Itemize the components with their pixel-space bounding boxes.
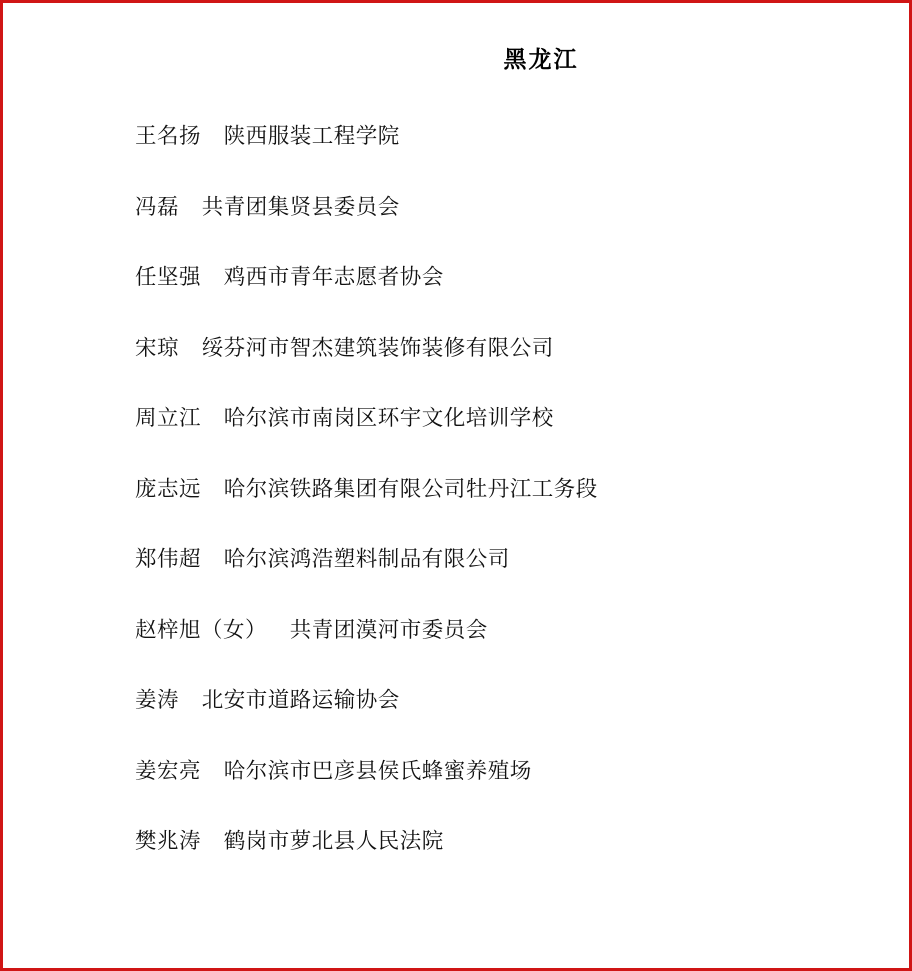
entry-org: 哈尔滨铁路集团有限公司牡丹江工务段 (223, 476, 598, 501)
entry-name: 任坚强 (135, 265, 202, 289)
entry-org: 北安市道路运输协会 (201, 688, 400, 712)
list-item (57, 335, 855, 360)
entry-name: 赵梓旭（女） (135, 617, 268, 642)
entry-org: 共青团漠河市委员会 (289, 617, 488, 642)
entry-name: 冯磊 (135, 194, 180, 219)
list-item (57, 194, 855, 219)
entry-name: 郑伟超 (135, 547, 202, 571)
page-title: 黑龙江 (503, 47, 579, 72)
entry-name: 宋琼 (135, 335, 180, 360)
entry-org: 鹤岗市萝北县人民法院 (223, 829, 444, 853)
list-item (57, 758, 855, 783)
entry-name: 姜涛 (135, 688, 180, 712)
entry-org: 绥芬河市智杰建筑装饰装修有限公司 (201, 335, 554, 360)
entry-org: 哈尔滨鸿浩塑料制品有限公司 (223, 547, 510, 571)
entry-name: 庞志远 (135, 476, 202, 501)
entry-name: 王名扬 (135, 124, 202, 148)
entry-name: 姜宏亮 (135, 758, 202, 783)
entry-list (57, 126, 855, 853)
entry-org: 哈尔滨市南岗区环宇文化培训学校 (223, 406, 554, 430)
list-item (57, 126, 855, 148)
list-item (57, 690, 855, 712)
entry-name: 周立江 (135, 406, 202, 430)
list-item (57, 408, 855, 430)
entry-org: 陕西服装工程学院 (223, 124, 400, 148)
list-item (57, 831, 855, 853)
document-body (3, 3, 909, 968)
list-item (57, 617, 855, 642)
list-item (57, 267, 855, 289)
list-item (57, 549, 855, 571)
entry-org: 共青团集贤县委员会 (201, 194, 400, 219)
entry-org: 鸡西市青年志愿者协会 (223, 265, 444, 289)
entry-name: 樊兆涛 (135, 829, 202, 853)
entry-org: 哈尔滨市巴彦县侯氏蜂蜜养殖场 (223, 758, 532, 783)
list-item (57, 476, 855, 501)
